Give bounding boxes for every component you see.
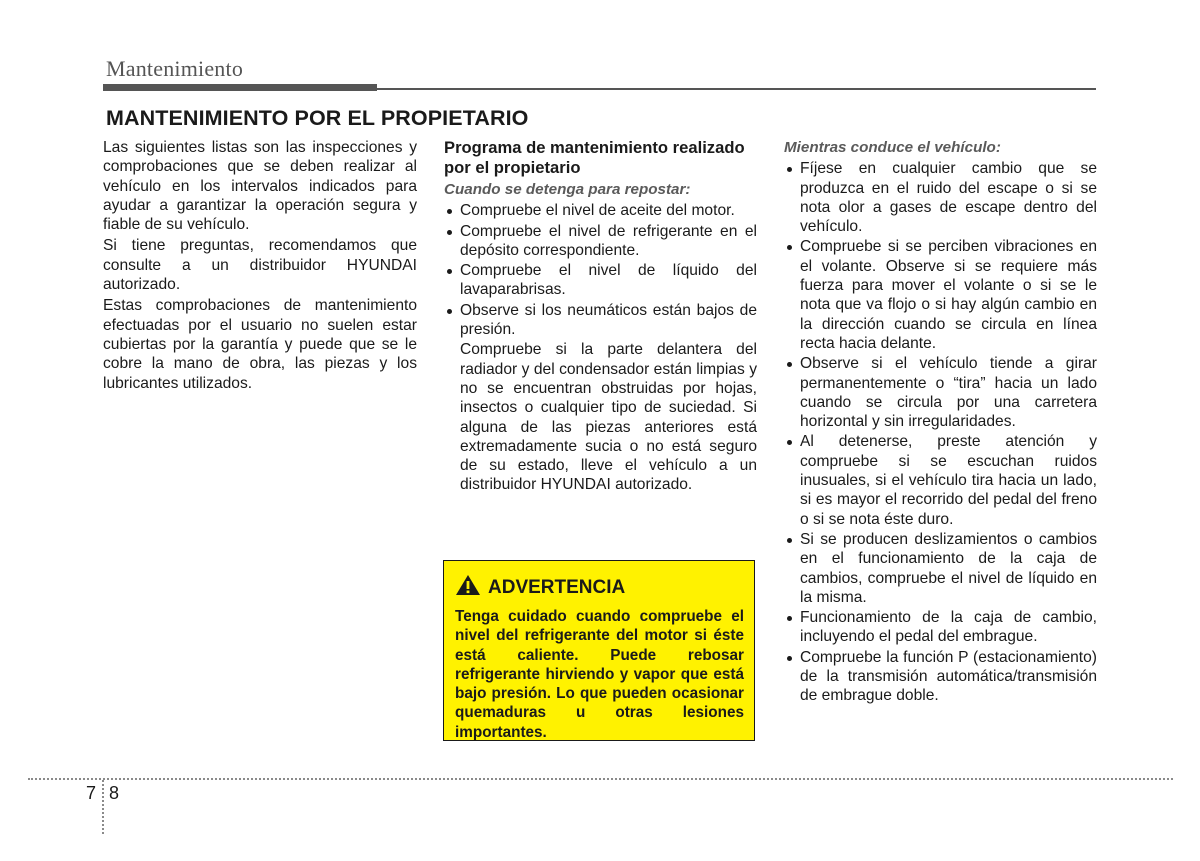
footer-dotted-rule (28, 778, 1173, 780)
list-item: Observe si los neumáticos están bajos de presión. (444, 301, 757, 340)
list-item: Fíjese en cualquier cambio que se produzca en el ruido del escape o si se nota olor a gases de escape dentro del vehículo. (784, 159, 1097, 236)
header-rule-thin (377, 88, 1096, 90)
driving-checklist (784, 159, 1097, 705)
list-item: Compruebe el nivel de líquido del lavaparabrisas. (444, 261, 757, 300)
list-item: Compruebe si se perciben vibraciones en el volante. Observe si se requiere más fuerza para mover el volante o si se le nota que va flojo o si hay algún cambio en la dirección cuando se circula en línea recta hacia delante. (784, 237, 1097, 353)
middle-column (444, 138, 757, 497)
left-column (103, 138, 417, 395)
list-item: Funcionamiento de la caja de cambio, incluyendo el pedal del embrague. (784, 608, 1097, 647)
right-column (784, 138, 1097, 707)
section-header: Mantenimiento (106, 56, 244, 81)
refuel-checklist (444, 201, 757, 339)
page-number: 8 (109, 783, 120, 803)
radiator-paragraph: Compruebe si la parte delantera del radiador y del condensador están limpias y no se encuentran obstruidas por hojas, insectos o cualquier tipo de suciedad. Si alguna de las piezas anteriores está extremadamente sucia o no está seguro de su estado, lleve el vehículo a un distribuidor HYUNDAI autorizado. (460, 341, 757, 494)
warning-box (443, 560, 755, 741)
warning-title: ADVERTENCIA (488, 577, 626, 598)
list-item: Al detenerse, preste atención y compruebe si se escuchan ruidos inusuales, si el vehículo tira hacia un lado, si es mayor el recorrido del pedal del freno o si se nota éste duro. (784, 432, 1097, 528)
warning-triangle-icon (455, 574, 488, 602)
list-item: Observe si el vehículo tiende a girar permanentemente o “tira” hacia un lado cuando se circula por una carretera horizontal y sin irregularidades. (784, 354, 1097, 431)
chapter-number: 7 (86, 783, 97, 803)
intro-paragraph: Las siguientes listas son las inspecciones y comprobaciones que se deben realizar al vehículo en los intervalos indicados para ayudar a garantizar la operación segura y fiable de su vehículo. (103, 139, 417, 234)
list-item: Si se producen deslizamientos o cambios en el funcionamiento de la caja de cambios, compruebe el nivel de líquido en la misma. (784, 530, 1097, 607)
warning-title-row (455, 574, 744, 602)
header-rule-thick (103, 84, 377, 91)
questions-paragraph: Si tiene preguntas, recomendamos que consulte a un distribuidor HYUNDAI autorizado. (103, 237, 417, 294)
footer-dotted-divider (102, 780, 104, 834)
warranty-paragraph: Estas comprobaciones de mantenimiento efectuadas por el usuario no suelen estar cubiertas por la garantía y puede que se le cobre la mano de obra, las piezas y los lubricantes utilizados. (103, 297, 417, 392)
driving-subheading: Mientras conduce el vehículo: (784, 139, 1001, 156)
list-item: Compruebe el nivel de refrigerante en el depósito correspondiente. (444, 222, 757, 261)
maintenance-program-heading: Programa de mantenimiento realizado por el propietario (444, 138, 745, 177)
page-title: MANTENIMIENTO POR EL PROPIETARIO (106, 106, 529, 130)
list-item: Compruebe el nivel de aceite del motor. (444, 201, 757, 220)
refuel-subheading: Cuando se detenga para repostar: (444, 181, 691, 198)
list-item: Compruebe la función P (estacionamiento) de la transmisión automática/transmisión de embrague doble. (784, 648, 1097, 706)
warning-text: Tenga cuidado cuando compruebe el nivel del refrigerante del motor si éste está caliente. Puede rebosar refrigerante hirviendo y vapor que está bajo presión. Lo que pueden ocasionar quemaduras u otras lesiones importantes. (455, 608, 744, 741)
